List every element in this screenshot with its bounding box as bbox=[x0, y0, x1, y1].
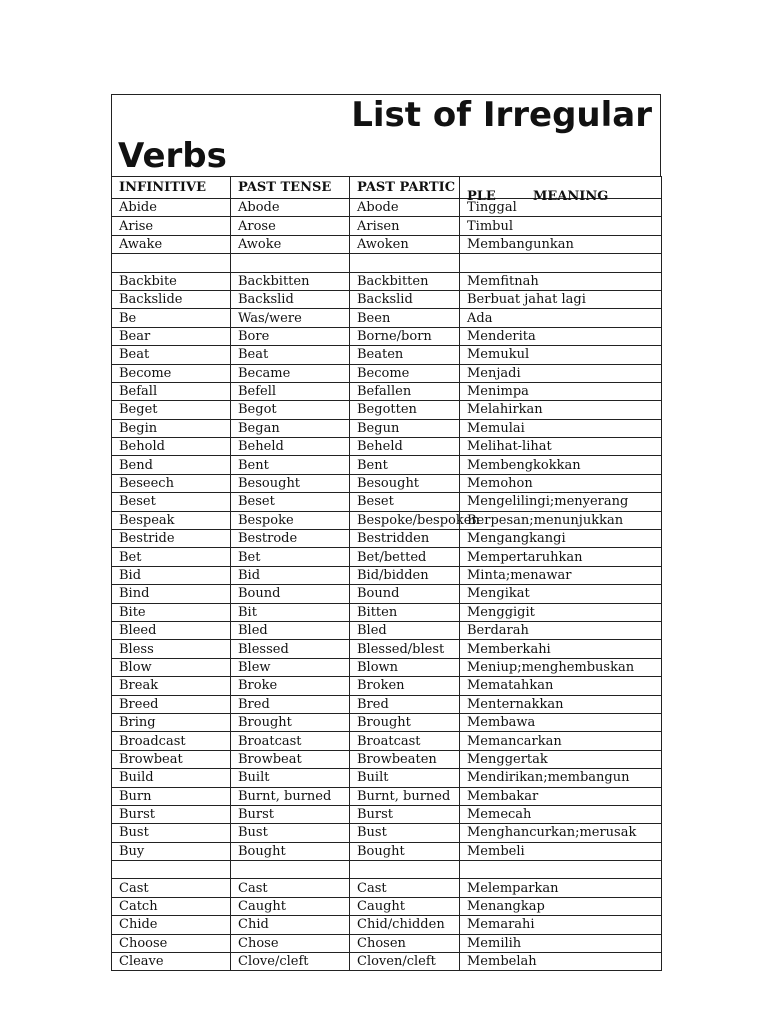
past-participle-cell: Bled bbox=[350, 621, 460, 639]
header-meaning: MEANING bbox=[533, 188, 609, 204]
past-tense-cell: Clove/cleft bbox=[231, 953, 350, 971]
infinitive-cell bbox=[112, 254, 231, 272]
meaning-cell: Membangunkan bbox=[460, 235, 662, 253]
meaning-cell: Mempertaruhkan bbox=[460, 548, 662, 566]
table-row bbox=[112, 456, 662, 474]
past-participle-cell: Begotten bbox=[350, 401, 460, 419]
past-participle-cell: Bitten bbox=[350, 603, 460, 621]
title-line-2: Verbs bbox=[118, 136, 227, 176]
past-participle-cell: Cloven/cleft bbox=[350, 953, 460, 971]
meaning-cell: Mendirikan;membangun bbox=[460, 769, 662, 787]
past-participle-cell: Abode bbox=[350, 199, 460, 217]
infinitive-cell: Buy bbox=[112, 842, 231, 860]
infinitive-cell: Beget bbox=[112, 401, 231, 419]
infinitive-cell: Choose bbox=[112, 934, 231, 952]
meaning-cell: Membeli bbox=[460, 842, 662, 860]
table-row bbox=[112, 879, 662, 897]
table-row bbox=[112, 290, 662, 308]
past-tense-cell: Bent bbox=[231, 456, 350, 474]
past-participle-cell: Backbitten bbox=[350, 272, 460, 290]
table-row bbox=[112, 382, 662, 400]
past-tense-cell: Awoke bbox=[231, 235, 350, 253]
meaning-cell: Mengangkangi bbox=[460, 530, 662, 548]
table-row bbox=[112, 713, 662, 731]
infinitive-cell: Catch bbox=[112, 897, 231, 915]
past-tense-cell: Bought bbox=[231, 842, 350, 860]
table-row bbox=[112, 658, 662, 676]
meaning-cell: Menangkap bbox=[460, 897, 662, 915]
meaning-cell: Minta;menawar bbox=[460, 566, 662, 584]
past-tense-cell: Bore bbox=[231, 327, 350, 345]
infinitive-cell: Bust bbox=[112, 824, 231, 842]
meaning-cell: Menggertak bbox=[460, 750, 662, 768]
meaning-cell: Mengelilingi;menyerang bbox=[460, 493, 662, 511]
meaning-cell: Berpesan;menunjukkan bbox=[460, 511, 662, 529]
infinitive-cell: Build bbox=[112, 769, 231, 787]
past-participle-cell: Beset bbox=[350, 493, 460, 511]
past-participle-cell: Borne/born bbox=[350, 327, 460, 345]
infinitive-cell: Bless bbox=[112, 640, 231, 658]
table-row bbox=[112, 419, 662, 437]
infinitive-cell: Bring bbox=[112, 713, 231, 731]
meaning-cell: Menjadi bbox=[460, 364, 662, 382]
past-tense-cell: Blessed bbox=[231, 640, 350, 658]
past-tense-cell: Befell bbox=[231, 382, 350, 400]
past-tense-cell: Bust bbox=[231, 824, 350, 842]
past-participle-cell: Blessed/blest bbox=[350, 640, 460, 658]
past-tense-cell: Beheld bbox=[231, 438, 350, 456]
table-row bbox=[112, 934, 662, 952]
past-tense-cell: Brought bbox=[231, 713, 350, 731]
table-row bbox=[112, 309, 662, 327]
infinitive-cell: Broadcast bbox=[112, 732, 231, 750]
meaning-cell: Mengikat bbox=[460, 585, 662, 603]
past-tense-cell bbox=[231, 254, 350, 272]
past-participle-cell: Bestridden bbox=[350, 530, 460, 548]
past-participle-cell: Burst bbox=[350, 805, 460, 823]
meaning-cell: Membakar bbox=[460, 787, 662, 805]
table-row bbox=[112, 217, 662, 235]
header-past-participle-overflow: PLE bbox=[467, 188, 496, 204]
infinitive-cell: Bend bbox=[112, 456, 231, 474]
table-row bbox=[112, 787, 662, 805]
table-row bbox=[112, 548, 662, 566]
past-participle-cell: Beheld bbox=[350, 438, 460, 456]
past-participle-cell: Beaten bbox=[350, 346, 460, 364]
infinitive-cell: Chide bbox=[112, 916, 231, 934]
table-row bbox=[112, 603, 662, 621]
past-participle-cell: Brought bbox=[350, 713, 460, 731]
verbs-table bbox=[111, 176, 662, 971]
table-row bbox=[112, 805, 662, 823]
header-past-participle: PAST PARTIC bbox=[350, 177, 460, 199]
past-tense-cell: Bestrode bbox=[231, 530, 350, 548]
infinitive-cell: Blow bbox=[112, 658, 231, 676]
past-participle-cell: Bound bbox=[350, 585, 460, 603]
past-tense-cell: Began bbox=[231, 419, 350, 437]
past-tense-cell: Blew bbox=[231, 658, 350, 676]
table-row bbox=[112, 235, 662, 253]
past-tense-cell: Bet bbox=[231, 548, 350, 566]
infinitive-cell: Arise bbox=[112, 217, 231, 235]
past-participle-cell: Bought bbox=[350, 842, 460, 860]
past-tense-cell: Broatcast bbox=[231, 732, 350, 750]
meaning-cell: Memancarkan bbox=[460, 732, 662, 750]
meaning-cell: Memberkahi bbox=[460, 640, 662, 658]
infinitive-cell bbox=[112, 861, 231, 879]
past-tense-cell: Cast bbox=[231, 879, 350, 897]
meaning-cell bbox=[460, 254, 662, 272]
past-tense-cell: Begot bbox=[231, 401, 350, 419]
meaning-cell: Memulai bbox=[460, 419, 662, 437]
past-participle-cell: Bred bbox=[350, 695, 460, 713]
infinitive-cell: Backslide bbox=[112, 290, 231, 308]
table-row bbox=[112, 695, 662, 713]
past-tense-cell: Arose bbox=[231, 217, 350, 235]
infinitive-cell: Burst bbox=[112, 805, 231, 823]
past-tense-cell: Bespoke bbox=[231, 511, 350, 529]
meaning-cell: Memukul bbox=[460, 346, 662, 364]
past-participle-cell bbox=[350, 254, 460, 272]
table-row bbox=[112, 474, 662, 492]
table-row bbox=[112, 842, 662, 860]
past-tense-cell: Bit bbox=[231, 603, 350, 621]
past-participle-cell bbox=[350, 861, 460, 879]
table-row bbox=[112, 585, 662, 603]
past-participle-cell: Broken bbox=[350, 677, 460, 695]
meaning-cell: Berdarah bbox=[460, 621, 662, 639]
past-tense-cell: Built bbox=[231, 769, 350, 787]
past-tense-cell: Broke bbox=[231, 677, 350, 695]
header-meaning-cell bbox=[460, 177, 662, 204]
infinitive-cell: Bite bbox=[112, 603, 231, 621]
infinitive-cell: Bet bbox=[112, 548, 231, 566]
infinitive-cell: Burn bbox=[112, 787, 231, 805]
title-line-1: List of Irregular bbox=[351, 95, 652, 135]
past-participle-cell: Backslid bbox=[350, 290, 460, 308]
table-row bbox=[112, 401, 662, 419]
past-participle-cell: Befallen bbox=[350, 382, 460, 400]
past-participle-cell: Chid/chidden bbox=[350, 916, 460, 934]
infinitive-cell: Bear bbox=[112, 327, 231, 345]
past-participle-cell: Bid/bidden bbox=[350, 566, 460, 584]
past-tense-cell: Burst bbox=[231, 805, 350, 823]
infinitive-cell: Beseech bbox=[112, 474, 231, 492]
past-tense-cell: Backbitten bbox=[231, 272, 350, 290]
infinitive-cell: Beat bbox=[112, 346, 231, 364]
meaning-cell: Mematahkan bbox=[460, 677, 662, 695]
infinitive-cell: Break bbox=[112, 677, 231, 695]
infinitive-cell: Begin bbox=[112, 419, 231, 437]
infinitive-cell: Become bbox=[112, 364, 231, 382]
past-tense-cell: Browbeat bbox=[231, 750, 350, 768]
meaning-cell: Melemparkan bbox=[460, 879, 662, 897]
past-tense-cell: Was/were bbox=[231, 309, 350, 327]
infinitive-cell: Bid bbox=[112, 566, 231, 584]
past-participle-cell: Bespoke/bespoken bbox=[350, 511, 460, 529]
infinitive-cell: Cleave bbox=[112, 953, 231, 971]
meaning-cell: Menternakkan bbox=[460, 695, 662, 713]
infinitive-cell: Be bbox=[112, 309, 231, 327]
table-row bbox=[112, 953, 662, 971]
infinitive-cell: Backbite bbox=[112, 272, 231, 290]
infinitive-cell: Behold bbox=[112, 438, 231, 456]
past-participle-cell: Been bbox=[350, 309, 460, 327]
infinitive-cell: Bleed bbox=[112, 621, 231, 639]
past-participle-cell: Built bbox=[350, 769, 460, 787]
past-tense-cell: Abode bbox=[231, 199, 350, 217]
table-row bbox=[112, 824, 662, 842]
past-participle-cell: Browbeaten bbox=[350, 750, 460, 768]
past-participle-cell: Cast bbox=[350, 879, 460, 897]
meaning-cell: Ada bbox=[460, 309, 662, 327]
past-tense-cell: Chose bbox=[231, 934, 350, 952]
infinitive-cell: Beset bbox=[112, 493, 231, 511]
past-participle-cell: Besought bbox=[350, 474, 460, 492]
past-participle-cell: Bet/betted bbox=[350, 548, 460, 566]
past-tense-cell: Bound bbox=[231, 585, 350, 603]
meaning-cell: Memohon bbox=[460, 474, 662, 492]
meaning-cell: Menghancurkan;merusak bbox=[460, 824, 662, 842]
document-title bbox=[111, 94, 661, 176]
meaning-cell: Memilih bbox=[460, 934, 662, 952]
past-participle-cell: Become bbox=[350, 364, 460, 382]
meaning-cell: Timbul bbox=[460, 217, 662, 235]
meaning-cell: Tinggal bbox=[460, 199, 662, 217]
table-row bbox=[112, 769, 662, 787]
table-row bbox=[112, 640, 662, 658]
past-participle-cell: Chosen bbox=[350, 934, 460, 952]
header-past-tense: PAST TENSE bbox=[231, 177, 350, 199]
past-participle-cell: Bust bbox=[350, 824, 460, 842]
meaning-cell: Membelah bbox=[460, 953, 662, 971]
past-tense-cell: Beat bbox=[231, 346, 350, 364]
past-participle-cell: Begun bbox=[350, 419, 460, 437]
meaning-cell: Melahirkan bbox=[460, 401, 662, 419]
meaning-cell: Menderita bbox=[460, 327, 662, 345]
past-participle-cell: Blown bbox=[350, 658, 460, 676]
past-tense-cell: Became bbox=[231, 364, 350, 382]
past-tense-cell: Bred bbox=[231, 695, 350, 713]
table-row bbox=[112, 364, 662, 382]
table-row bbox=[112, 511, 662, 529]
past-participle-cell: Arisen bbox=[350, 217, 460, 235]
past-participle-cell: Burnt, burned bbox=[350, 787, 460, 805]
table-row bbox=[112, 750, 662, 768]
table-row bbox=[112, 327, 662, 345]
infinitive-cell: Browbeat bbox=[112, 750, 231, 768]
table-row bbox=[112, 897, 662, 915]
table-row bbox=[112, 732, 662, 750]
past-tense-cell: Chid bbox=[231, 916, 350, 934]
infinitive-cell: Bestride bbox=[112, 530, 231, 548]
past-tense-cell: Besought bbox=[231, 474, 350, 492]
meaning-cell: Berbuat jahat lagi bbox=[460, 290, 662, 308]
table-row bbox=[112, 916, 662, 934]
table-row bbox=[112, 677, 662, 695]
table-row bbox=[112, 493, 662, 511]
past-tense-cell: Bid bbox=[231, 566, 350, 584]
past-tense-cell: Backslid bbox=[231, 290, 350, 308]
table-row bbox=[112, 530, 662, 548]
infinitive-cell: Bind bbox=[112, 585, 231, 603]
table-header-row bbox=[112, 177, 662, 199]
past-participle-cell: Caught bbox=[350, 897, 460, 915]
table-row bbox=[112, 566, 662, 584]
meaning-cell: Membawa bbox=[460, 713, 662, 731]
meaning-cell: Memarahi bbox=[460, 916, 662, 934]
meaning-cell: Meniup;menghembuskan bbox=[460, 658, 662, 676]
table-row bbox=[112, 621, 662, 639]
past-participle-cell: Awoken bbox=[350, 235, 460, 253]
meaning-cell bbox=[460, 861, 662, 879]
infinitive-cell: Abide bbox=[112, 199, 231, 217]
past-participle-cell: Broatcast bbox=[350, 732, 460, 750]
past-tense-cell: Beset bbox=[231, 493, 350, 511]
meaning-cell: Menggigit bbox=[460, 603, 662, 621]
past-tense-cell: Caught bbox=[231, 897, 350, 915]
infinitive-cell: Awake bbox=[112, 235, 231, 253]
meaning-cell: Menimpa bbox=[460, 382, 662, 400]
infinitive-cell: Breed bbox=[112, 695, 231, 713]
meaning-cell: Memfitnah bbox=[460, 272, 662, 290]
table-row bbox=[112, 438, 662, 456]
verb-document bbox=[111, 94, 661, 971]
past-participle-cell: Bent bbox=[350, 456, 460, 474]
meaning-cell: Memecah bbox=[460, 805, 662, 823]
past-tense-cell: Burnt, burned bbox=[231, 787, 350, 805]
header-infinitive: INFINITIVE bbox=[112, 177, 231, 199]
empty-row bbox=[112, 254, 662, 272]
table-row bbox=[112, 272, 662, 290]
past-tense-cell: Bled bbox=[231, 621, 350, 639]
infinitive-cell: Bespeak bbox=[112, 511, 231, 529]
meaning-cell: Melihat-lihat bbox=[460, 438, 662, 456]
table-body bbox=[112, 199, 662, 971]
table-row bbox=[112, 346, 662, 364]
infinitive-cell: Cast bbox=[112, 879, 231, 897]
past-tense-cell bbox=[231, 861, 350, 879]
empty-row bbox=[112, 861, 662, 879]
meaning-cell: Membengkokkan bbox=[460, 456, 662, 474]
infinitive-cell: Befall bbox=[112, 382, 231, 400]
